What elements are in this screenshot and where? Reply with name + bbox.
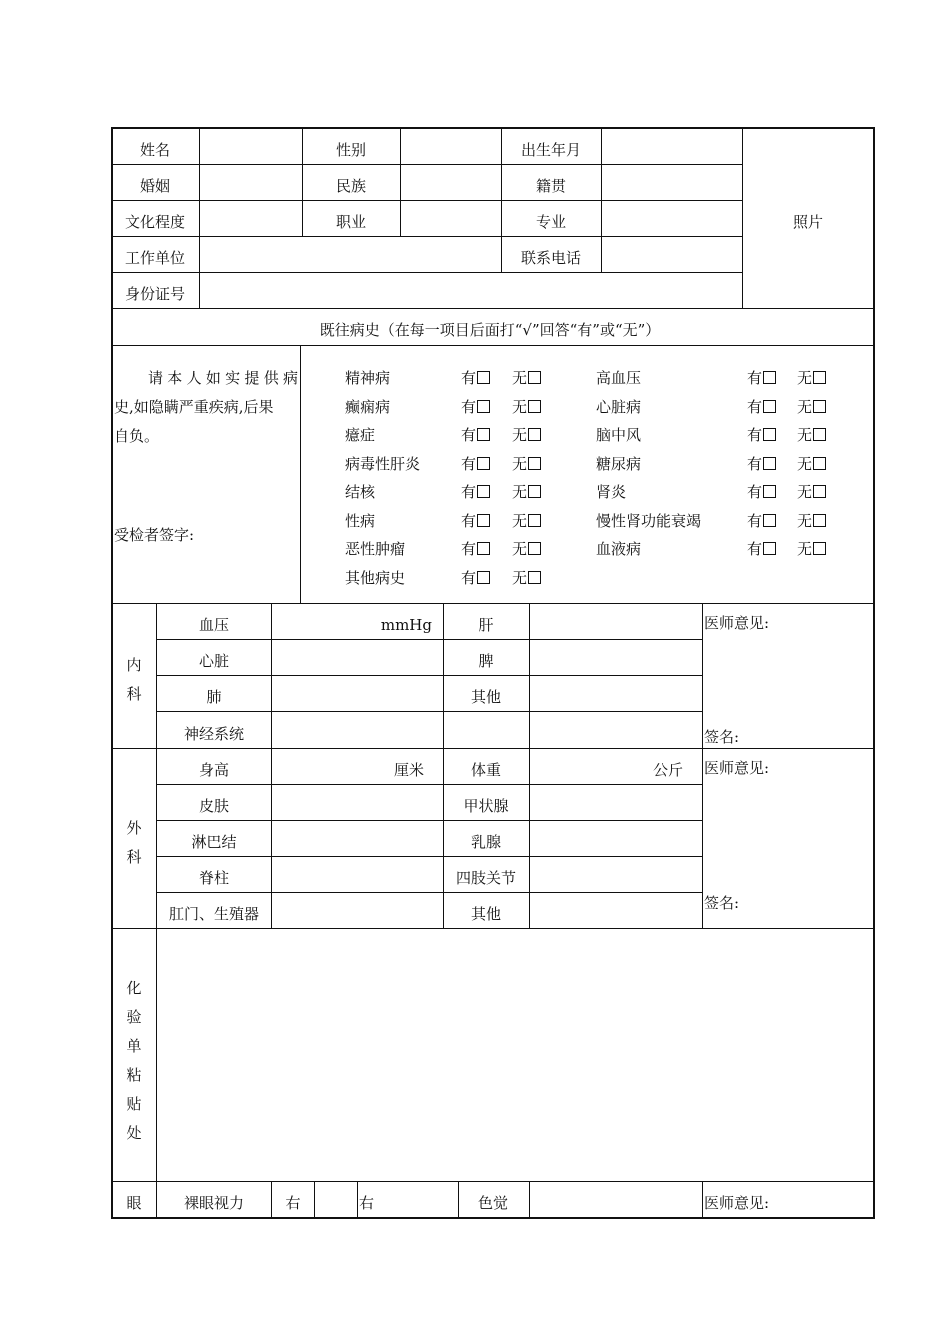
yes-checkbox[interactable] bbox=[747, 369, 776, 387]
occupation-field[interactable] bbox=[402, 202, 500, 235]
no-checkbox[interactable] bbox=[512, 455, 541, 473]
grid-line bbox=[111, 236, 743, 237]
history-item-label: 精神病 bbox=[345, 369, 391, 387]
no-checkbox[interactable] bbox=[797, 369, 826, 387]
history-item-label: 癔症 bbox=[345, 426, 376, 444]
grid-line bbox=[458, 1181, 459, 1218]
grid-line bbox=[702, 603, 703, 929]
yes-label: 有 bbox=[747, 512, 763, 530]
no-checkbox[interactable] bbox=[797, 398, 826, 416]
thyroid-label: 甲状腺 bbox=[463, 797, 509, 815]
gender-field[interactable] bbox=[402, 130, 500, 163]
history-title: 既往病史（在每一项目后面打“√”回答“有”或“无”） bbox=[319, 321, 661, 339]
yes-checkbox[interactable] bbox=[461, 455, 490, 473]
breast-field[interactable] bbox=[531, 822, 701, 855]
history-note-line3: 自负。 bbox=[114, 427, 160, 445]
no-label: 无 bbox=[512, 369, 528, 387]
table-bottom-border bbox=[111, 1217, 875, 1219]
major-field[interactable] bbox=[603, 202, 741, 235]
education-field[interactable] bbox=[201, 202, 301, 235]
bp-unit: mmHg bbox=[380, 616, 432, 634]
height-field[interactable] bbox=[273, 750, 383, 783]
limbs-field[interactable] bbox=[531, 858, 701, 891]
anus-field[interactable] bbox=[273, 894, 442, 927]
grid-line bbox=[156, 603, 157, 1218]
grid-line bbox=[271, 748, 272, 929]
color-vision-label: 色觉 bbox=[477, 1194, 509, 1212]
no-label: 无 bbox=[512, 426, 528, 444]
skin-field[interactable] bbox=[273, 786, 442, 819]
surgery-opinion-label: 医师意见: bbox=[704, 759, 770, 777]
history-note-line2: 史,如隐瞒严重疾病,后果 bbox=[114, 398, 274, 416]
other-field[interactable] bbox=[531, 894, 701, 927]
bp-field[interactable] bbox=[273, 605, 423, 638]
spleen-label: 脾 bbox=[478, 652, 494, 670]
no-checkbox[interactable] bbox=[512, 398, 541, 416]
marriage-field[interactable] bbox=[201, 166, 301, 199]
limbs-label: 四肢关节 bbox=[455, 869, 517, 887]
yes-label: 有 bbox=[461, 369, 477, 387]
grid-line bbox=[111, 748, 875, 749]
marriage-label: 婚姻 bbox=[139, 177, 171, 195]
no-checkbox[interactable] bbox=[797, 455, 826, 473]
native-place-label: 籍贯 bbox=[535, 177, 567, 195]
history-item-label: 脑中风 bbox=[596, 426, 642, 444]
no-checkbox[interactable] bbox=[512, 483, 541, 501]
lab-paste-area bbox=[158, 930, 872, 1180]
history-item-label: 高血压 bbox=[596, 369, 642, 387]
yes-label: 有 bbox=[461, 483, 477, 501]
no-checkbox[interactable] bbox=[797, 540, 826, 558]
liver-field[interactable] bbox=[531, 605, 701, 638]
yes-checkbox[interactable] bbox=[747, 512, 776, 530]
grid-line bbox=[443, 748, 444, 929]
no-checkbox[interactable] bbox=[512, 569, 541, 587]
no-checkbox[interactable] bbox=[797, 483, 826, 501]
other-label: 其他 bbox=[470, 688, 502, 706]
yes-checkbox[interactable] bbox=[747, 426, 776, 444]
no-checkbox[interactable] bbox=[512, 426, 541, 444]
history-item-label: 其他病史 bbox=[345, 569, 406, 587]
yes-label: 有 bbox=[461, 398, 477, 416]
yes-checkbox[interactable] bbox=[461, 426, 490, 444]
color-vision-field[interactable] bbox=[531, 1183, 701, 1216]
lab-section-label: 化 验 单 粘 贴 处 bbox=[126, 979, 142, 1142]
phone-field[interactable] bbox=[603, 238, 741, 271]
signature-label: 受检者签字: bbox=[114, 526, 195, 544]
grid-line bbox=[601, 127, 602, 272]
no-label: 无 bbox=[797, 483, 813, 501]
grid-line bbox=[156, 675, 702, 676]
history-item-label: 病毒性肝炎 bbox=[345, 455, 421, 473]
yes-checkbox[interactable] bbox=[747, 540, 776, 558]
no-checkbox[interactable] bbox=[797, 512, 826, 530]
history-item-label: 血液病 bbox=[596, 540, 642, 558]
yes-checkbox[interactable] bbox=[747, 483, 776, 501]
history-item-label: 心脏病 bbox=[596, 398, 642, 416]
grid-line bbox=[529, 748, 530, 929]
name-label: 姓名 bbox=[139, 141, 171, 159]
yes-label: 有 bbox=[747, 540, 763, 558]
grid-line bbox=[111, 272, 743, 273]
grid-line bbox=[156, 711, 702, 712]
gender-label: 性别 bbox=[335, 141, 367, 159]
employer-label: 工作单位 bbox=[124, 249, 186, 267]
eye-opinion-label: 医师意见: bbox=[704, 1194, 770, 1212]
weight-unit: 公斤 bbox=[652, 761, 683, 779]
height-unit: 厘米 bbox=[393, 761, 424, 779]
no-label: 无 bbox=[512, 512, 528, 530]
right-eye-label-2: 右 bbox=[359, 1194, 375, 1212]
grid-line bbox=[199, 127, 200, 309]
yes-checkbox[interactable] bbox=[461, 398, 490, 416]
no-label: 无 bbox=[512, 455, 528, 473]
birth-label: 出生年月 bbox=[520, 141, 582, 159]
birth-field[interactable] bbox=[603, 130, 741, 163]
surgery-section-label: 外 科 bbox=[126, 819, 142, 866]
grid-line bbox=[111, 1181, 875, 1182]
history-item-label: 慢性肾功能衰竭 bbox=[596, 512, 702, 530]
spine-field[interactable] bbox=[273, 858, 442, 891]
neuro-label: 神经系统 bbox=[183, 725, 245, 743]
grid-line bbox=[111, 308, 875, 309]
yes-label: 有 bbox=[747, 455, 763, 473]
grid-line bbox=[529, 1181, 530, 1218]
eye-section-label: 眼 bbox=[126, 1194, 142, 1212]
ethnicity-field[interactable] bbox=[402, 166, 500, 199]
no-label: 无 bbox=[797, 398, 813, 416]
history-item-label: 恶性肿瘤 bbox=[345, 540, 406, 558]
lymph-label: 淋巴结 bbox=[191, 833, 237, 851]
yes-checkbox[interactable] bbox=[461, 512, 490, 530]
grid-line bbox=[156, 820, 702, 821]
table-top-border bbox=[111, 127, 875, 129]
yes-label: 有 bbox=[461, 426, 477, 444]
education-label: 文化程度 bbox=[124, 213, 186, 231]
yes-checkbox[interactable] bbox=[747, 455, 776, 473]
no-label: 无 bbox=[797, 512, 813, 530]
grid-line bbox=[111, 200, 743, 201]
yes-label: 有 bbox=[461, 540, 477, 558]
yes-checkbox[interactable] bbox=[461, 369, 490, 387]
internal-sign-label: 签名: bbox=[704, 728, 740, 746]
spleen-field[interactable] bbox=[531, 641, 701, 674]
photo-label: 照片 bbox=[792, 213, 824, 231]
history-item-label: 癫痫病 bbox=[345, 398, 391, 416]
history-item-label: 性病 bbox=[345, 512, 376, 530]
right-eye-field[interactable] bbox=[316, 1183, 356, 1216]
spine-label: 脊柱 bbox=[198, 869, 230, 887]
heart-label: 心脏 bbox=[198, 652, 230, 670]
grid-line bbox=[111, 164, 743, 165]
no-label: 无 bbox=[512, 540, 528, 558]
employer-field[interactable] bbox=[201, 238, 500, 271]
lung-field[interactable] bbox=[273, 677, 442, 710]
id-label: 身份证号 bbox=[124, 285, 186, 303]
anus-label: 肛门、生殖器 bbox=[168, 905, 260, 923]
skin-label: 皮肤 bbox=[198, 797, 230, 815]
grid-line bbox=[742, 127, 743, 309]
no-checkbox[interactable] bbox=[512, 512, 541, 530]
table-left-border bbox=[111, 127, 113, 1219]
other-field[interactable] bbox=[531, 677, 701, 710]
vision-label: 裸眼视力 bbox=[183, 1194, 245, 1212]
native-place-field[interactable] bbox=[603, 166, 741, 199]
history-item-label: 结核 bbox=[345, 483, 376, 501]
occupation-label: 职业 bbox=[335, 213, 367, 231]
id-field[interactable] bbox=[201, 274, 741, 307]
heart-field[interactable] bbox=[273, 641, 442, 674]
grid-line bbox=[501, 127, 502, 272]
grid-line bbox=[156, 784, 702, 785]
table-right-border bbox=[873, 127, 875, 1219]
no-label: 无 bbox=[512, 398, 528, 416]
history-item-label: 肾炎 bbox=[596, 483, 627, 501]
grid-line bbox=[357, 1181, 358, 1218]
internal-opinion-label: 医师意见: bbox=[704, 614, 770, 632]
yes-label: 有 bbox=[747, 483, 763, 501]
ethnicity-label: 民族 bbox=[335, 177, 367, 195]
weight-field[interactable] bbox=[531, 750, 641, 783]
yes-label: 有 bbox=[461, 512, 477, 530]
grid-line bbox=[156, 856, 702, 857]
no-label: 无 bbox=[797, 455, 813, 473]
internal-section-label: 内 科 bbox=[126, 656, 142, 703]
other-label: 其他 bbox=[470, 905, 502, 923]
yes-label: 有 bbox=[747, 426, 763, 444]
yes-label: 有 bbox=[461, 455, 477, 473]
grid-line bbox=[302, 127, 303, 236]
no-label: 无 bbox=[797, 426, 813, 444]
grid-line bbox=[111, 603, 875, 604]
neuro-field[interactable] bbox=[273, 713, 442, 747]
grid-line bbox=[400, 127, 401, 236]
no-label: 无 bbox=[512, 483, 528, 501]
no-label: 无 bbox=[797, 540, 813, 558]
liver-label: 肝 bbox=[478, 616, 494, 634]
yes-label: 有 bbox=[747, 398, 763, 416]
grid-line bbox=[300, 345, 301, 603]
grid-line bbox=[111, 928, 875, 929]
history-note-line1: 请本人如实提供病 bbox=[148, 369, 298, 387]
grid-line bbox=[156, 639, 702, 640]
grid-line bbox=[156, 892, 702, 893]
yes-label: 有 bbox=[747, 369, 763, 387]
yes-checkbox[interactable] bbox=[747, 398, 776, 416]
grid-line bbox=[314, 1181, 315, 1218]
lymph-field[interactable] bbox=[273, 822, 442, 855]
grid-line bbox=[271, 1181, 272, 1218]
no-label: 无 bbox=[512, 569, 528, 587]
yes-label: 有 bbox=[461, 569, 477, 587]
phone-label: 联系电话 bbox=[520, 249, 582, 267]
history-item-label: 糖尿病 bbox=[596, 455, 642, 473]
no-checkbox[interactable] bbox=[512, 540, 541, 558]
grid-line bbox=[111, 345, 875, 346]
surgery-sign-label: 签名: bbox=[704, 894, 740, 912]
yes-checkbox[interactable] bbox=[461, 483, 490, 501]
no-checkbox[interactable] bbox=[512, 369, 541, 387]
yes-checkbox[interactable] bbox=[461, 540, 490, 558]
bp-label: 血压 bbox=[198, 616, 230, 634]
right-eye-label: 右 bbox=[285, 1194, 301, 1212]
thyroid-field[interactable] bbox=[531, 786, 701, 819]
breast-label: 乳腺 bbox=[470, 833, 502, 851]
name-field[interactable] bbox=[201, 130, 301, 163]
height-label: 身高 bbox=[198, 761, 230, 779]
weight-label: 体重 bbox=[470, 761, 502, 779]
no-label: 无 bbox=[797, 369, 813, 387]
yes-checkbox[interactable] bbox=[461, 569, 490, 587]
lung-label: 肺 bbox=[206, 688, 222, 706]
major-label: 专业 bbox=[535, 213, 567, 231]
grid-line bbox=[702, 1181, 703, 1218]
no-checkbox[interactable] bbox=[797, 426, 826, 444]
